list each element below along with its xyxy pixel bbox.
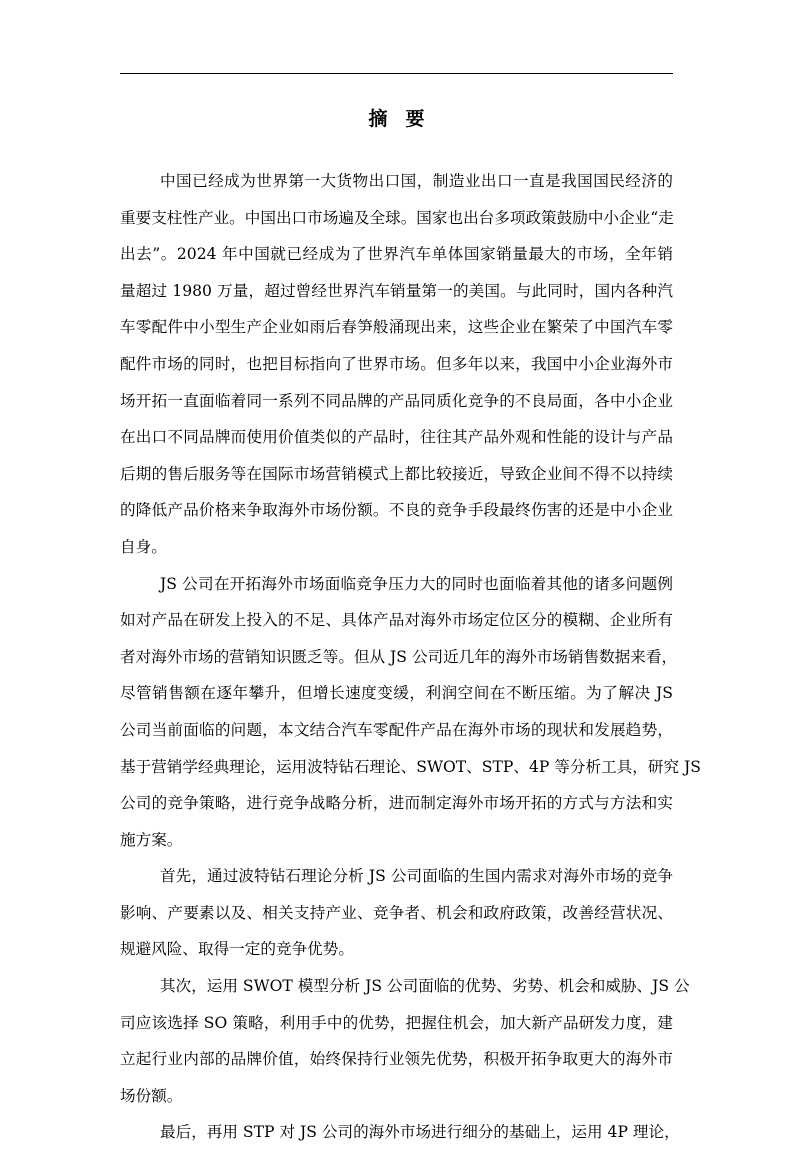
abstract-title: 摘要 <box>368 108 443 130</box>
text-line: JS 公司在开拓海外市场面临竞争压力大的同时也面临着其他的诸多问题例 <box>160 574 673 593</box>
text-line: 场份额。 <box>120 1086 183 1105</box>
text-line: 司应该选择 SO 策略，利用手中的优势，把握住机会，加大新产品研发力度，建 <box>120 1013 673 1032</box>
text-line: 公司的竞争策略，进行竞争战略分析，进而制定海外市场开拓的方式与方法和实 <box>120 794 673 813</box>
paragraph-4 <box>120 968 690 1114</box>
text-line: 规避风险、取得一定的竞争优势。 <box>120 940 354 959</box>
text-line: 最后，再用 STP 对 JS 公司的海外市场进行细分的基础上，运用 4P 理论， <box>160 1123 680 1142</box>
text-line: 配件市场的同时，也把目标指向了世界市场。但多年以来，我国中小企业海外市 <box>120 354 673 373</box>
paragraph-2 <box>120 566 701 859</box>
text-line: 后期的售后服务等在国际市场营销模式上都比较接近，导致企业间不得不以持续 <box>120 464 673 483</box>
abstract-body <box>120 163 701 1151</box>
text-line: 立起行业内部的品牌价值，始终保持行业领先优势，积极开拓争取更大的海外市 <box>120 1050 673 1069</box>
paragraph-3 <box>120 858 673 968</box>
text-line: 公司当前面临的问题，本文结合汽车零配件产品在海外市场的现状和发展趋势， <box>120 720 673 739</box>
text-line: 中国已经成为世界第一大货物出口国，制造业出口一直是我国国民经济的 <box>160 172 673 190</box>
text-line: 场开拓一直面临着同一系列不同品牌的产品同质化竞争的不良局面，各中小企业 <box>120 391 673 410</box>
text-line: 如对产品在研发上投入的不足、具体产品对海外市场定位区分的模糊、企业所有 <box>120 611 673 630</box>
paragraph-1 <box>120 163 673 566</box>
text-line: 量超过 1980 万量，超过曾经世界汽车销量第一的美国。与此同时，国内各种汽 <box>120 281 673 300</box>
text-line: 施方案。 <box>120 830 183 849</box>
text-line: 尽管销售额在逐年攀升，但增长速度变缓，利润空间在不断压缩。为了解决 JS <box>120 684 673 703</box>
header-rule <box>120 73 673 74</box>
text-line: 者对海外市场的营销知识匮乏等。但从 JS 公司近几年的海外市场销售数据来看， <box>120 647 678 666</box>
text-line: 影响、产要素以及、相关支持产业、竞争者、机会和政府政策，改善经营状况、 <box>120 903 673 922</box>
text-line: 出去”。2024 年中国就已经成为了世界汽车单体国家销量最大的市场，全年销 <box>120 245 673 264</box>
text-line: 其次，运用 SWOT 模型分析 JS 公司面临的优势、劣势、机会和威胁、JS 公 <box>160 977 690 996</box>
text-line: 车零配件中小型生产企业如雨后春笋般涌现出来，这些企业在繁荣了中国汽车零 <box>120 318 673 337</box>
text-line: 基于营销学经典理论，运用波特钻石理论、SWOT、STP、4P 等分析工具，研究 JS <box>120 757 701 776</box>
text-line: 重要支柱性产业。中国出口市场遍及全球。国家也出台多项政策鼓励中小企业“走 <box>120 208 674 227</box>
text-line: 在出口不同品牌而使用价值类似的产品时，往往其产品外观和性能的设计与产品 <box>120 428 673 447</box>
text-line: 首先，通过波特钻石理论分析 JS 公司面临的生国内需求对海外市场的竞争 <box>160 867 673 886</box>
text-line: 自身。 <box>120 537 167 556</box>
paragraph-5 <box>120 1114 680 1151</box>
text-line: 的降低产品价格来争取海外市场份额。不良的竞争手段最终伤害的还是中小企业 <box>120 501 673 520</box>
